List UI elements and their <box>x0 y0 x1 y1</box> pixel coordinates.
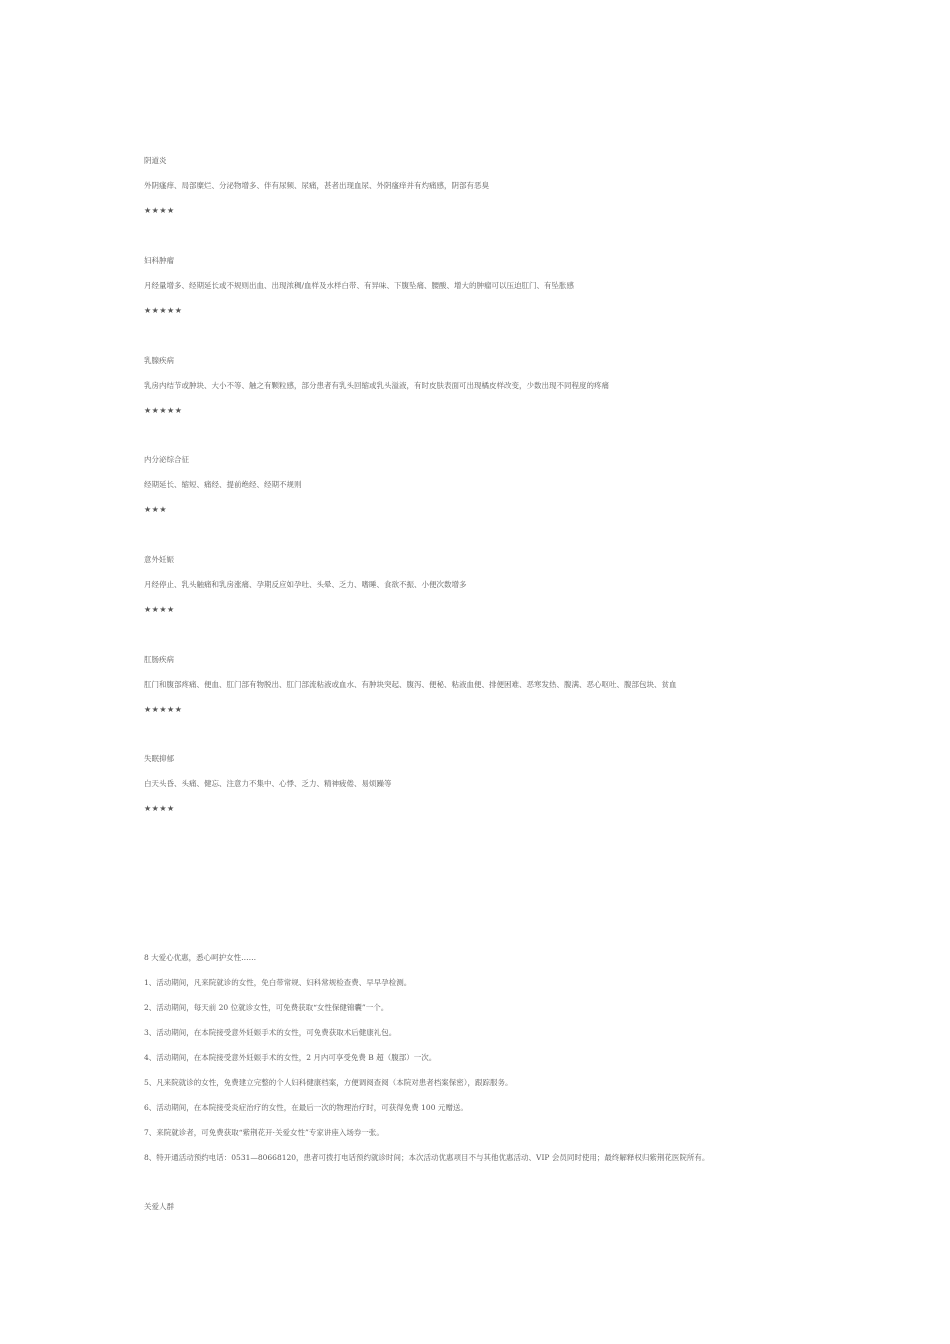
promo-heading: 8 大爱心优惠，悉心呵护女性…… <box>144 953 257 962</box>
condition-title: 意外妊娠 <box>144 555 174 564</box>
condition-rating-stars: ★★★★ <box>144 206 175 215</box>
condition-rating-stars: ★★★★ <box>144 605 175 614</box>
condition-description: 白天头昏、头痛、健忘、注意力不集中、心悸、乏力、精神疲倦、易烦躁等 <box>144 779 392 788</box>
condition-rating-stars: ★★★★★ <box>144 306 183 315</box>
promo-item: 2、活动期间，每天前 20 位就诊女性，可免费获取“女性保健锦囊”一个。 <box>144 1003 389 1012</box>
condition-title: 乳腺疾病 <box>144 356 174 365</box>
condition-description: 肛门和腹部疼痛、便血、肛门部有物脱出、肛门部流粘液或血水、有肿块突起、腹泻、便秘、粘液血便、排便困难、恶寒发热、腹满、恶心呕吐、腹部包块、贫血 <box>144 680 677 689</box>
condition-rating-stars: ★★★★ <box>144 804 175 813</box>
condition-description: 乳房内结节或肿块、大小不等、触之有颗粒感，部分患者有乳头回缩或乳头溢液，有时皮肤表面可出现橘皮样改变，少数出现不同程度的疼痛 <box>144 381 609 390</box>
condition-rating-stars: ★★★★★ <box>144 406 183 415</box>
condition-title: 阴道炎 <box>144 156 167 165</box>
condition-description: 月经量增多、经期延长或不规则出血、出现浓稠/血样及水样白带、有异味、下腹坠痛、腰酸、增大的肿瘤可以压迫肛门、有坠胀感 <box>144 281 575 290</box>
promo-item: 7、来院就诊者，可免费获取“紫荆花开·关爱女性”专家讲座入场券一张。 <box>144 1128 384 1137</box>
condition-title: 妇科肿瘤 <box>144 256 174 265</box>
condition-description: 月经停止、乳头触痛和乳房涨痛、孕期反应如孕吐、头晕、乏力、嗜睡、食欲不振、小便次数增多 <box>144 580 467 589</box>
promo-item: 6、活动期间，在本院接受炎症治疗的女性，在最后一次的物理治疗时，可获得免费 100 元赠送。 <box>144 1103 468 1112</box>
condition-title: 内分泌综合征 <box>144 455 189 464</box>
promo-item: 8、特开通活动预约电话：0531—80668120，患者可拨打电话预约就诊时间；本次活动优惠项目不与其他优惠活动、VIP 会员同时使用；最终解释权归紫荆花医院所有。 <box>144 1153 710 1162</box>
condition-rating-stars: ★★★ <box>144 505 168 514</box>
promo-item: 4、活动期间，在本院接受意外妊娠手术的女性，2 月内可享受免费 B 超（腹部）一次。 <box>144 1053 437 1062</box>
condition-rating-stars: ★★★★★ <box>144 705 183 714</box>
condition-title: 肛肠疾病 <box>144 655 174 664</box>
condition-description: 经期延长、缩短、痛经、提前绝经、经期不规则 <box>144 480 302 489</box>
condition-title: 失眠抑郁 <box>144 754 174 763</box>
section-heading-care-groups: 关爱人群 <box>144 1202 174 1211</box>
promo-item: 3、活动期间，在本院接受意外妊娠手术的女性，可免费获取术后健康礼包。 <box>144 1028 397 1037</box>
promo-item: 5、凡来院就诊的女性，免费建立完整的个人妇科健康档案，方便调阅查阅（本院对患者档案保密），跟踪服务。 <box>144 1078 513 1087</box>
promo-item: 1、活动期间，凡来院就诊的女性，免白带常规、妇科常规检查费、早早孕检测。 <box>144 978 412 987</box>
condition-description: 外阴瘙痒、局部糜烂、分泌物增多、伴有尿频、尿痛，甚者出现血尿、外阴瘙痒并有灼痛感，阴部有恶臭 <box>144 181 489 190</box>
